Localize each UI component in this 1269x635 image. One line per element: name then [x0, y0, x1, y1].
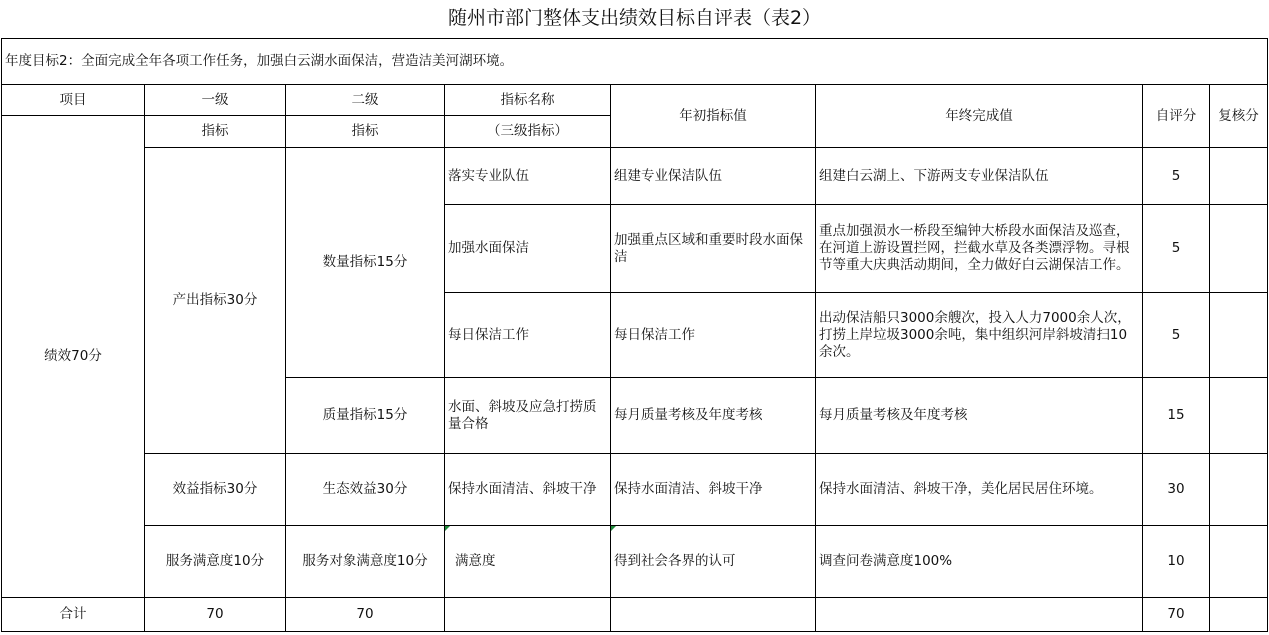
review-score: [1210, 205, 1268, 293]
initial-value: 保持水面清洁、斜坡干净: [611, 454, 816, 526]
final-value: 每月质量考核及年度考核: [816, 378, 1143, 454]
header-review-score: 复核分: [1210, 85, 1268, 148]
group-output: 产出指标30分: [145, 148, 286, 454]
group-service-target: 服务对象满意度10分: [286, 526, 445, 598]
review-score: [1210, 454, 1268, 526]
header-level2-sub: 指标: [286, 116, 445, 148]
total-row: [2, 598, 1268, 632]
self-score: 5: [1143, 148, 1210, 205]
header-self-score: 自评分: [1143, 85, 1210, 148]
initial-value: 每月质量考核及年度考核: [611, 378, 816, 454]
page-title: 随州市部门整体支出绩效目标自评表（表2）: [447, 7, 822, 29]
self-score: 10: [1143, 526, 1210, 598]
indicator-name: 落实专业队伍: [445, 148, 611, 205]
initial-value: 加强重点区域和重要时段水面保洁: [611, 205, 816, 293]
final-value: 调查问卷满意度100%: [816, 526, 1143, 598]
performance-label: 绩效70分: [2, 116, 145, 598]
header-level2: 二级: [286, 85, 445, 116]
total-self-score: 70: [1143, 598, 1210, 632]
table-row: [2, 148, 1268, 205]
total-empty-initial: [611, 598, 816, 632]
initial-value: 每日保洁工作: [611, 293, 816, 378]
header-level1: 一级: [145, 85, 286, 116]
group-eco: 生态效益30分: [286, 454, 445, 526]
indicator-name: 水面、斜坡及应急打捞质量合格: [445, 378, 611, 454]
total-empty-name: [445, 598, 611, 632]
header-item: 项目: [2, 85, 145, 116]
group-benefit: 效益指标30分: [145, 454, 286, 526]
header-final-value: 年终完成值: [816, 85, 1143, 148]
header-level1-sub: 指标: [145, 116, 286, 148]
total-empty-final: [816, 598, 1143, 632]
self-score: 5: [1143, 205, 1210, 293]
final-value: 保持水面清洁、斜坡干净，美化居民居住环境。: [816, 454, 1143, 526]
table-row: [2, 526, 1268, 598]
evaluation-table: [1, 38, 1268, 632]
header-indicator-sub: （三级指标）: [445, 116, 611, 148]
final-value: 出动保洁船只3000余艘次，投入人力7000余人次，打捞上岸垃圾3000余吨，集中组织河岸斜坡清扫10余次。: [816, 293, 1143, 378]
review-score: [1210, 148, 1268, 205]
header-indicator-name: 指标名称: [445, 85, 611, 116]
group-quality: 质量指标15分: [286, 378, 445, 454]
final-value: 组建白云湖上、下游两支专业保洁队伍: [816, 148, 1143, 205]
total-level1: 70: [145, 598, 286, 632]
self-score: 5: [1143, 293, 1210, 378]
annual-goal-cell: 年度目标2：全面完成全年各项工作任务，加强白云湖水面保洁，营造洁美河湖环境。: [2, 39, 1268, 85]
review-score: [1210, 526, 1268, 598]
total-review-score: [1210, 598, 1268, 632]
self-score: 15: [1143, 378, 1210, 454]
self-score: 30: [1143, 454, 1210, 526]
review-score: [1210, 378, 1268, 454]
indicator-name: 保持水面清洁、斜坡干净: [445, 454, 611, 526]
total-label: 合计: [2, 598, 145, 632]
indicator-name: 加强水面保洁: [445, 205, 611, 293]
header-initial-value: 年初指标值: [611, 85, 816, 148]
group-service: 服务满意度10分: [145, 526, 286, 598]
group-quantity: 数量指标15分: [286, 148, 445, 378]
final-value: 重点加强涢水一桥段至编钟大桥段水面保洁及巡查，在河道上游设置拦网，拦截水草及各类漂浮物。寻根节等重大庆典活动期间，全力做好白云湖保洁工作。: [816, 205, 1143, 293]
indicator-name: 每日保洁工作: [445, 293, 611, 378]
initial-value: 得到社会各界的认可: [611, 526, 816, 598]
indicator-name: 满意度: [445, 526, 611, 598]
total-level2: 70: [286, 598, 445, 632]
table-row: [2, 454, 1268, 526]
initial-value: 组建专业保洁队伍: [611, 148, 816, 205]
review-score: [1210, 293, 1268, 378]
